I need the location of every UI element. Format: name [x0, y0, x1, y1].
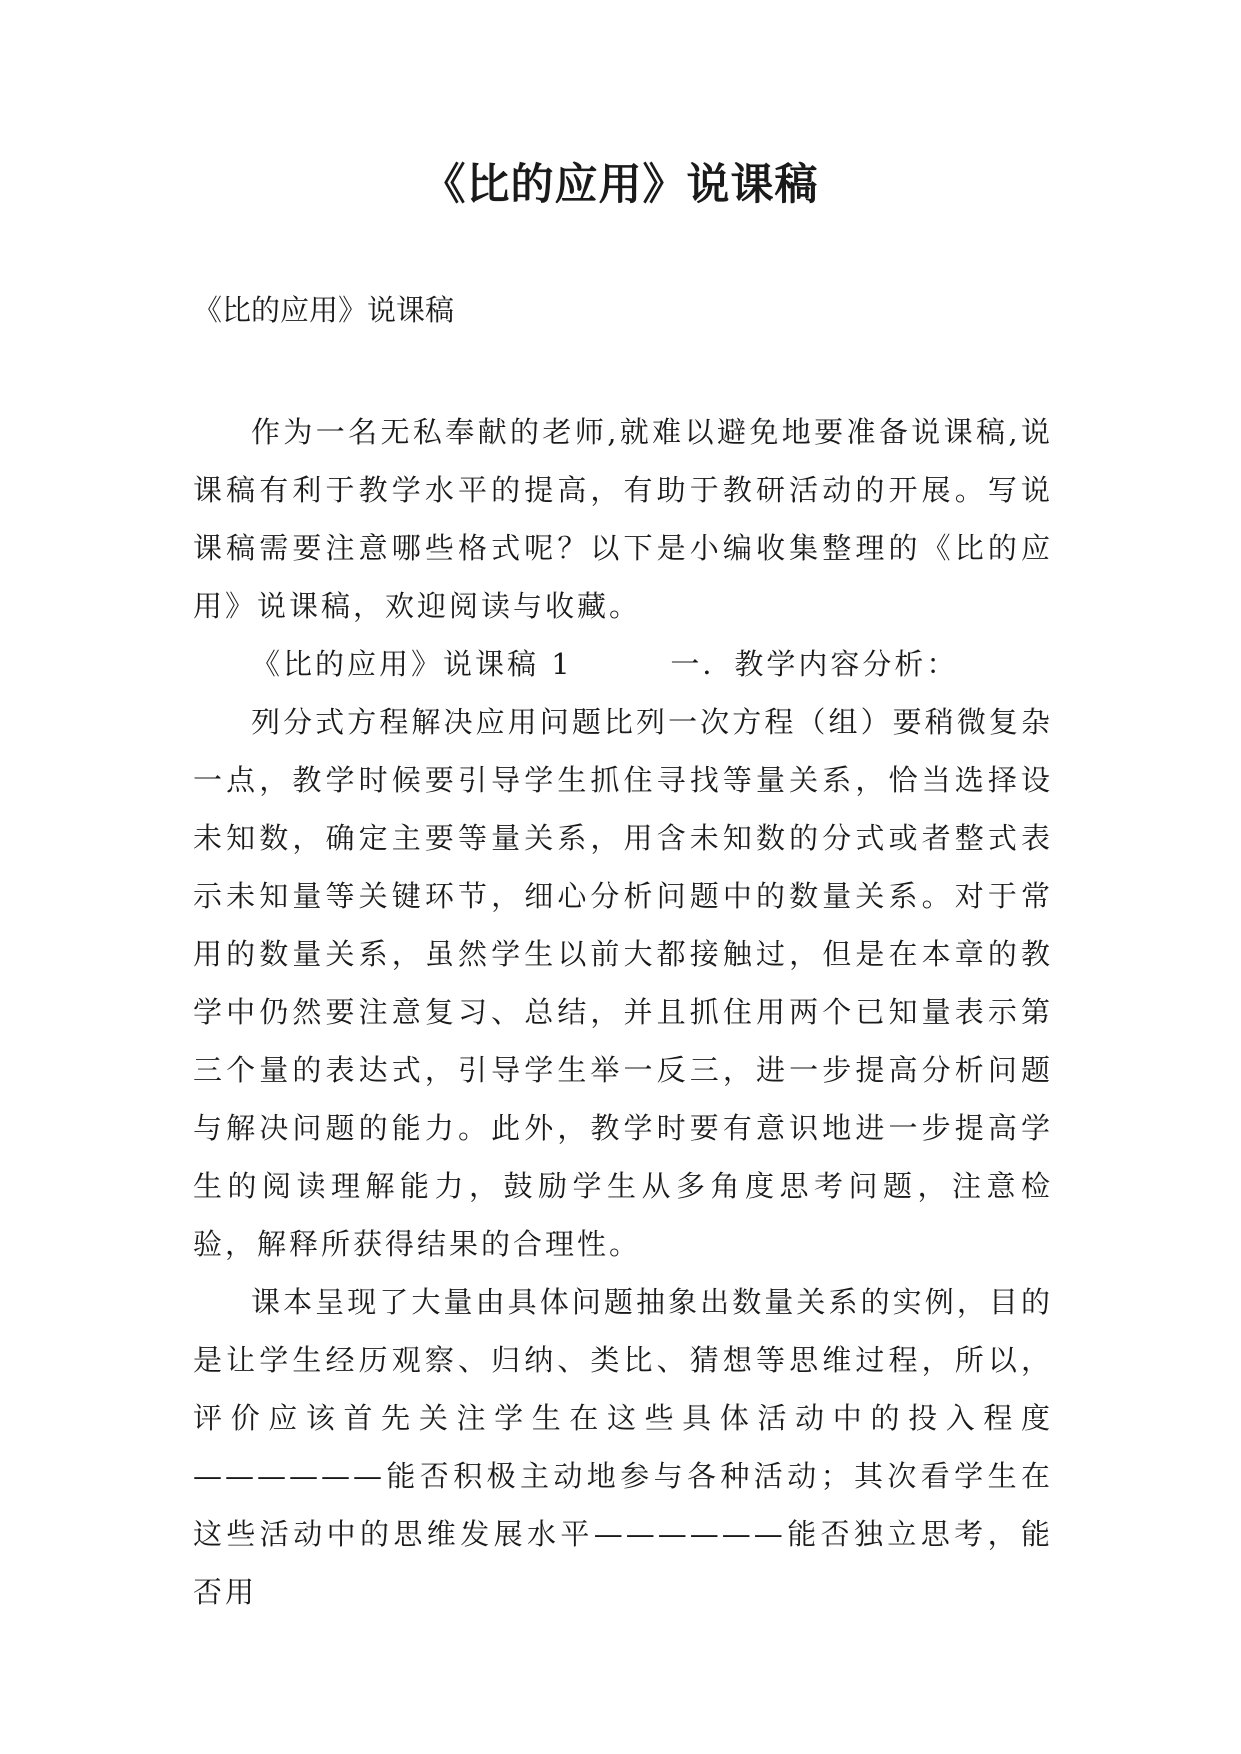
section-heading: 《比的应用》说课稿 1 一．教学内容分析：: [251, 647, 959, 681]
document-subtitle: 《比的应用》说课稿: [193, 293, 455, 327]
document-title: 《比的应用》说课稿: [422, 160, 819, 210]
intro-paragraph: 作为一名无私奉献的老师,就难以避免地要准备说课稿,说课稿有利于教学水平的提高，有助于教研活动的开展。写说课稿需要注意哪些格式呢？以下是小编收集整理的《比的应用》说课稿，欢迎阅读与收藏。: [193, 415, 1053, 623]
body-paragraph: 课本呈现了大量由具体问题抽象出数量关系的实例，目的是让学生经历观察、归纳、类比、猜想等思维过程，所以，评价应该首先关注学生在这些具体活动中的投入程度——————能否积极主动地参与各种活动；其次看学生在这些活动中的思维发展水平——————能否独立思考，能否用: [193, 1285, 1053, 1609]
body-paragraph: 列分式方程解决应用问题比列一次方程（组）要稍微复杂一点，教学时候要引导学生抓住寻找等量关系，恰当选择设未知数，确定主要等量关系，用含未知数的分式或者整式表示未知量等关键环节，细心分析问题中的数量关系。对于常用的数量关系，虽然学生以前大都接触过，但是在本章的教学中仍然要注意复习、总结，并且抓住用两个已知量表示第三个量的表达式，引导学生举一反三，进一步提高分析问题与解决问题的能力。此外，教学时要有意识地进一步提高学生的阅读理解能力，鼓励学生从多角度思考问题，注意检验，解释所获得结果的合理性。: [193, 705, 1053, 1261]
document-body: [193, 403, 1053, 1621]
